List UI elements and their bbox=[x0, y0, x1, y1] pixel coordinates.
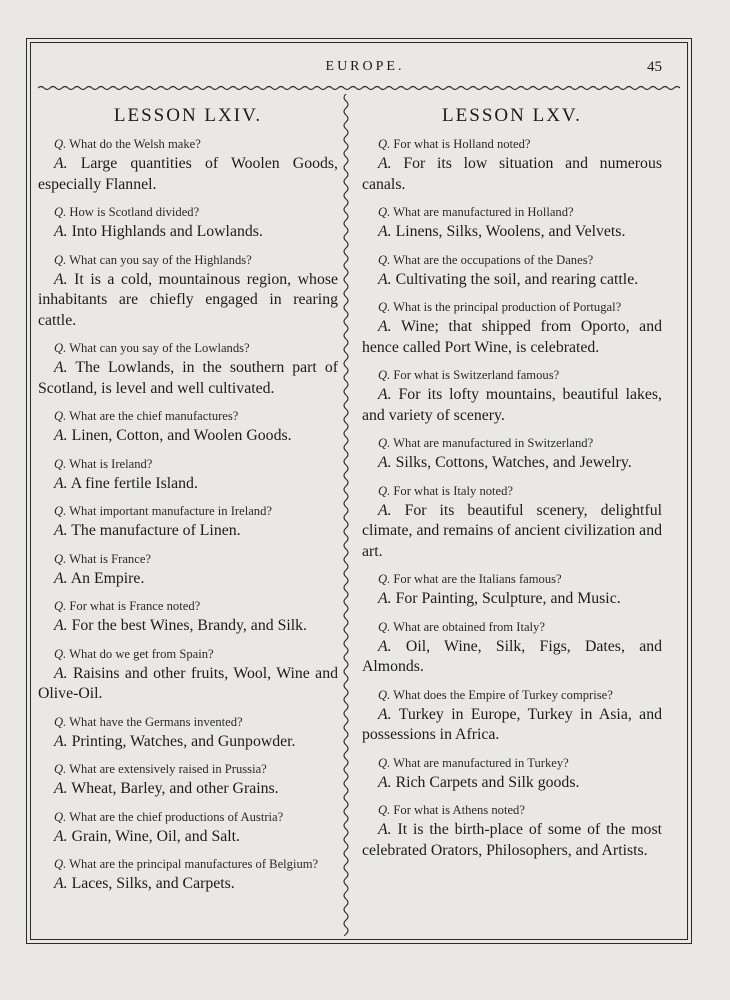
answer-text: Into Highlands and Lowlands. bbox=[71, 223, 263, 240]
answer-text: A fine fertile Island. bbox=[70, 474, 198, 492]
question bbox=[38, 646, 338, 662]
question-label: Q. bbox=[378, 483, 391, 498]
answer bbox=[362, 222, 662, 243]
question-label: Q. bbox=[54, 857, 67, 871]
question bbox=[38, 252, 338, 268]
question-label: Q. bbox=[54, 409, 67, 423]
answer bbox=[362, 453, 662, 474]
answer bbox=[38, 779, 338, 800]
question-label: Q. bbox=[378, 572, 391, 586]
answer-text: For its lofty mountains, beautiful lakes, and variety of scenery. bbox=[362, 386, 662, 424]
answer-label: A. bbox=[54, 732, 68, 750]
answer-label: A. bbox=[54, 569, 68, 587]
answer bbox=[38, 474, 338, 495]
question bbox=[362, 619, 662, 635]
question bbox=[38, 598, 338, 614]
answer bbox=[362, 705, 662, 746]
answer-label: A. bbox=[378, 223, 392, 240]
question bbox=[38, 136, 338, 152]
running-head-title: EUROPE. bbox=[325, 59, 405, 74]
question-label: Q. bbox=[378, 755, 391, 770]
answer-label: A. bbox=[378, 155, 392, 172]
answer bbox=[38, 521, 338, 542]
answer-text: Large quantities of Woolen Goods, especially Flannel. bbox=[38, 155, 338, 193]
question-text: For what is Athens noted? bbox=[393, 803, 525, 817]
question-label: Q. bbox=[54, 809, 67, 824]
answer-label: A. bbox=[378, 386, 392, 403]
question bbox=[362, 435, 662, 451]
question-label: Q. bbox=[54, 714, 67, 729]
question-label: Q. bbox=[54, 252, 67, 267]
answer-text: Printing, Watches, and Gunpowder. bbox=[71, 732, 296, 750]
question-label: Q. bbox=[54, 504, 67, 518]
answer-text: For Painting, Sculpture, and Music. bbox=[395, 590, 621, 607]
question-text: What are the chief manufactures? bbox=[69, 409, 239, 423]
question-label: Q. bbox=[54, 205, 67, 219]
question-label: Q. bbox=[54, 762, 67, 776]
answer bbox=[362, 637, 662, 678]
question-text: For what is Holland noted? bbox=[393, 137, 531, 151]
question-text: What can you say of the Highlands? bbox=[69, 252, 252, 267]
question-label: Q. bbox=[378, 619, 391, 634]
answer bbox=[362, 773, 662, 794]
answer-label: A. bbox=[378, 705, 392, 723]
question bbox=[362, 252, 662, 268]
answer-label: A. bbox=[378, 773, 392, 791]
answer-text: It is a cold, mountainous region, whose inhabitants are chiefly engaged in rearing cattle. bbox=[38, 270, 339, 329]
answer bbox=[38, 222, 338, 243]
lesson-items bbox=[38, 136, 338, 895]
question bbox=[362, 571, 662, 587]
answer bbox=[362, 317, 662, 358]
question bbox=[362, 367, 662, 383]
answer-label: A. bbox=[54, 155, 68, 172]
answer-text: An Empire. bbox=[70, 569, 145, 587]
question-label: Q. bbox=[378, 137, 391, 151]
answer-label: A. bbox=[378, 637, 392, 655]
question bbox=[38, 408, 338, 424]
answer-label: A. bbox=[54, 780, 68, 797]
answer-label: A. bbox=[378, 590, 392, 607]
answer-text: For its beautiful scenery, delightful climate, and remains of ancient civilization and art. bbox=[362, 501, 662, 560]
running-head bbox=[0, 59, 730, 81]
question bbox=[362, 136, 662, 152]
question bbox=[362, 802, 662, 818]
question-text: What are obtained from Italy? bbox=[393, 619, 545, 634]
question bbox=[362, 204, 662, 220]
question-text: What have the Germans invented? bbox=[69, 714, 243, 729]
question-text: What important manufacture in Ireland? bbox=[69, 504, 272, 518]
answer-label: A. bbox=[378, 454, 392, 471]
question-label: Q. bbox=[378, 300, 391, 314]
answer-label: A. bbox=[54, 359, 68, 376]
answer-text: Wheat, Barley, and other Grains. bbox=[71, 780, 279, 797]
answer bbox=[38, 154, 338, 195]
question bbox=[38, 761, 338, 777]
question-text: How is Scotland divided? bbox=[69, 205, 200, 219]
answer-text: Raisins and other fruits, Wool, Wine and Olive-Oil. bbox=[38, 664, 338, 702]
question bbox=[38, 714, 338, 730]
question-label: Q. bbox=[378, 252, 391, 267]
answer bbox=[38, 270, 338, 332]
answer-text: Laces, Silks, and Carpets. bbox=[71, 875, 235, 892]
answer-label: A. bbox=[378, 821, 392, 838]
question bbox=[38, 809, 338, 825]
answer-label: A. bbox=[378, 501, 392, 519]
answer bbox=[38, 358, 338, 399]
question-text: What are the occupations of the Danes? bbox=[393, 252, 594, 267]
question-text: What are manufactured in Turkey? bbox=[393, 755, 569, 770]
answer-label: A. bbox=[54, 617, 68, 634]
answer bbox=[38, 827, 338, 848]
question bbox=[38, 340, 338, 356]
answer-text: Linens, Silks, Woolens, and Velvets. bbox=[395, 223, 626, 240]
question bbox=[38, 551, 338, 567]
question-text: What do the Welsh make? bbox=[69, 137, 201, 151]
answer-label: A. bbox=[54, 427, 68, 444]
lesson-title: LESSON LXV. bbox=[442, 105, 582, 126]
question-label: Q. bbox=[54, 341, 67, 355]
question-text: What are manufactured in Holland? bbox=[393, 205, 574, 219]
answer-text: Silks, Cottons, Watches, and Jewelry. bbox=[395, 454, 632, 471]
answer-text: It is the birth-place of some of the most celebrated Orators, Philosophers, and Artists. bbox=[362, 821, 662, 859]
question-label: Q. bbox=[54, 456, 67, 471]
answer bbox=[38, 569, 338, 590]
question bbox=[38, 456, 338, 472]
question bbox=[38, 503, 338, 519]
answer-text: The manufacture of Linen. bbox=[71, 522, 241, 539]
answer-text: Cultivating the soil, and rearing cattle. bbox=[395, 270, 639, 288]
answer-label: A. bbox=[54, 875, 68, 892]
lesson-items bbox=[362, 136, 662, 861]
answer bbox=[362, 820, 662, 861]
answer-text: Oil, Wine, Silk, Figs, Dates, and Almonds. bbox=[362, 637, 662, 675]
answer bbox=[38, 874, 338, 895]
question-label: Q. bbox=[378, 436, 391, 450]
question bbox=[362, 483, 662, 499]
answer bbox=[38, 664, 338, 705]
question-label: Q. bbox=[54, 599, 67, 613]
question-text: For what is France noted? bbox=[69, 599, 201, 613]
question-label: Q. bbox=[378, 368, 391, 382]
answer bbox=[362, 385, 662, 426]
question-label: Q. bbox=[378, 803, 391, 817]
answer bbox=[38, 426, 338, 447]
question bbox=[38, 856, 338, 872]
answer-label: A. bbox=[54, 827, 68, 845]
question-text: For what is Italy noted? bbox=[393, 483, 514, 498]
answer-text: For its low situation and numerous canals. bbox=[362, 155, 662, 193]
answer-label: A. bbox=[54, 664, 68, 682]
question-text: What are extensively raised in Prussia? bbox=[69, 762, 267, 776]
answer-label: A. bbox=[54, 522, 68, 539]
answer bbox=[362, 589, 662, 610]
answer-text: Wine; that shipped from Oporto, and hence called Port Wine, is celebrated. bbox=[362, 318, 662, 356]
column-divider bbox=[340, 94, 352, 936]
question-label: Q. bbox=[54, 551, 67, 566]
question-label: Q. bbox=[378, 687, 391, 702]
answer-label: A. bbox=[378, 318, 392, 335]
question bbox=[362, 687, 662, 703]
question-label: Q. bbox=[378, 205, 391, 219]
answer-text: The Lowlands, in the southern part of Scotland, is level and well cultivated. bbox=[38, 359, 338, 397]
question-text: For what are the Italians famous? bbox=[393, 572, 562, 586]
question bbox=[38, 204, 338, 220]
answer-text: Turkey in Europe, Turkey in Asia, and possessions in Africa. bbox=[362, 705, 662, 743]
question-text: What do we get from Spain? bbox=[69, 646, 214, 661]
lesson-column-left bbox=[38, 104, 338, 904]
question-text: What does the Empire of Turkey comprise? bbox=[393, 687, 613, 702]
page-number: 45 bbox=[647, 59, 662, 75]
answer-label: A. bbox=[54, 223, 68, 240]
question-text: What are the principal manufactures of Belgium? bbox=[69, 857, 319, 871]
question-label: Q. bbox=[54, 137, 67, 151]
answer bbox=[362, 501, 662, 563]
header-wavy-rule bbox=[38, 84, 680, 92]
question-text: What are manufactured in Switzerland? bbox=[393, 436, 594, 450]
question-text: What is France? bbox=[69, 551, 151, 566]
answer bbox=[38, 616, 338, 637]
answer bbox=[38, 732, 338, 753]
answer bbox=[362, 154, 662, 195]
lesson-column-right bbox=[362, 104, 662, 870]
answer-label: A. bbox=[54, 474, 68, 492]
answer-label: A. bbox=[378, 270, 392, 288]
question-text: What can you say of the Lowlands? bbox=[69, 341, 250, 355]
question bbox=[362, 755, 662, 771]
answer-text: Grain, Wine, Oil, and Salt. bbox=[71, 827, 240, 845]
answer-label: A. bbox=[54, 270, 68, 288]
question bbox=[362, 299, 662, 315]
answer-text: Rich Carpets and Silk goods. bbox=[395, 773, 580, 791]
question-label: Q. bbox=[54, 646, 67, 661]
answer-text: Linen, Cotton, and Woolen Goods. bbox=[71, 427, 292, 444]
lesson-title: LESSON LXIV. bbox=[113, 105, 263, 126]
question-text: What is Ireland? bbox=[69, 456, 153, 471]
question-text: For what is Switzerland famous? bbox=[393, 368, 560, 382]
answer bbox=[362, 270, 662, 291]
question-text: What is the principal production of Portugal? bbox=[393, 300, 622, 314]
question-text: What are the chief productions of Austria? bbox=[69, 809, 284, 824]
answer-text: For the best Wines, Brandy, and Silk. bbox=[71, 617, 307, 634]
